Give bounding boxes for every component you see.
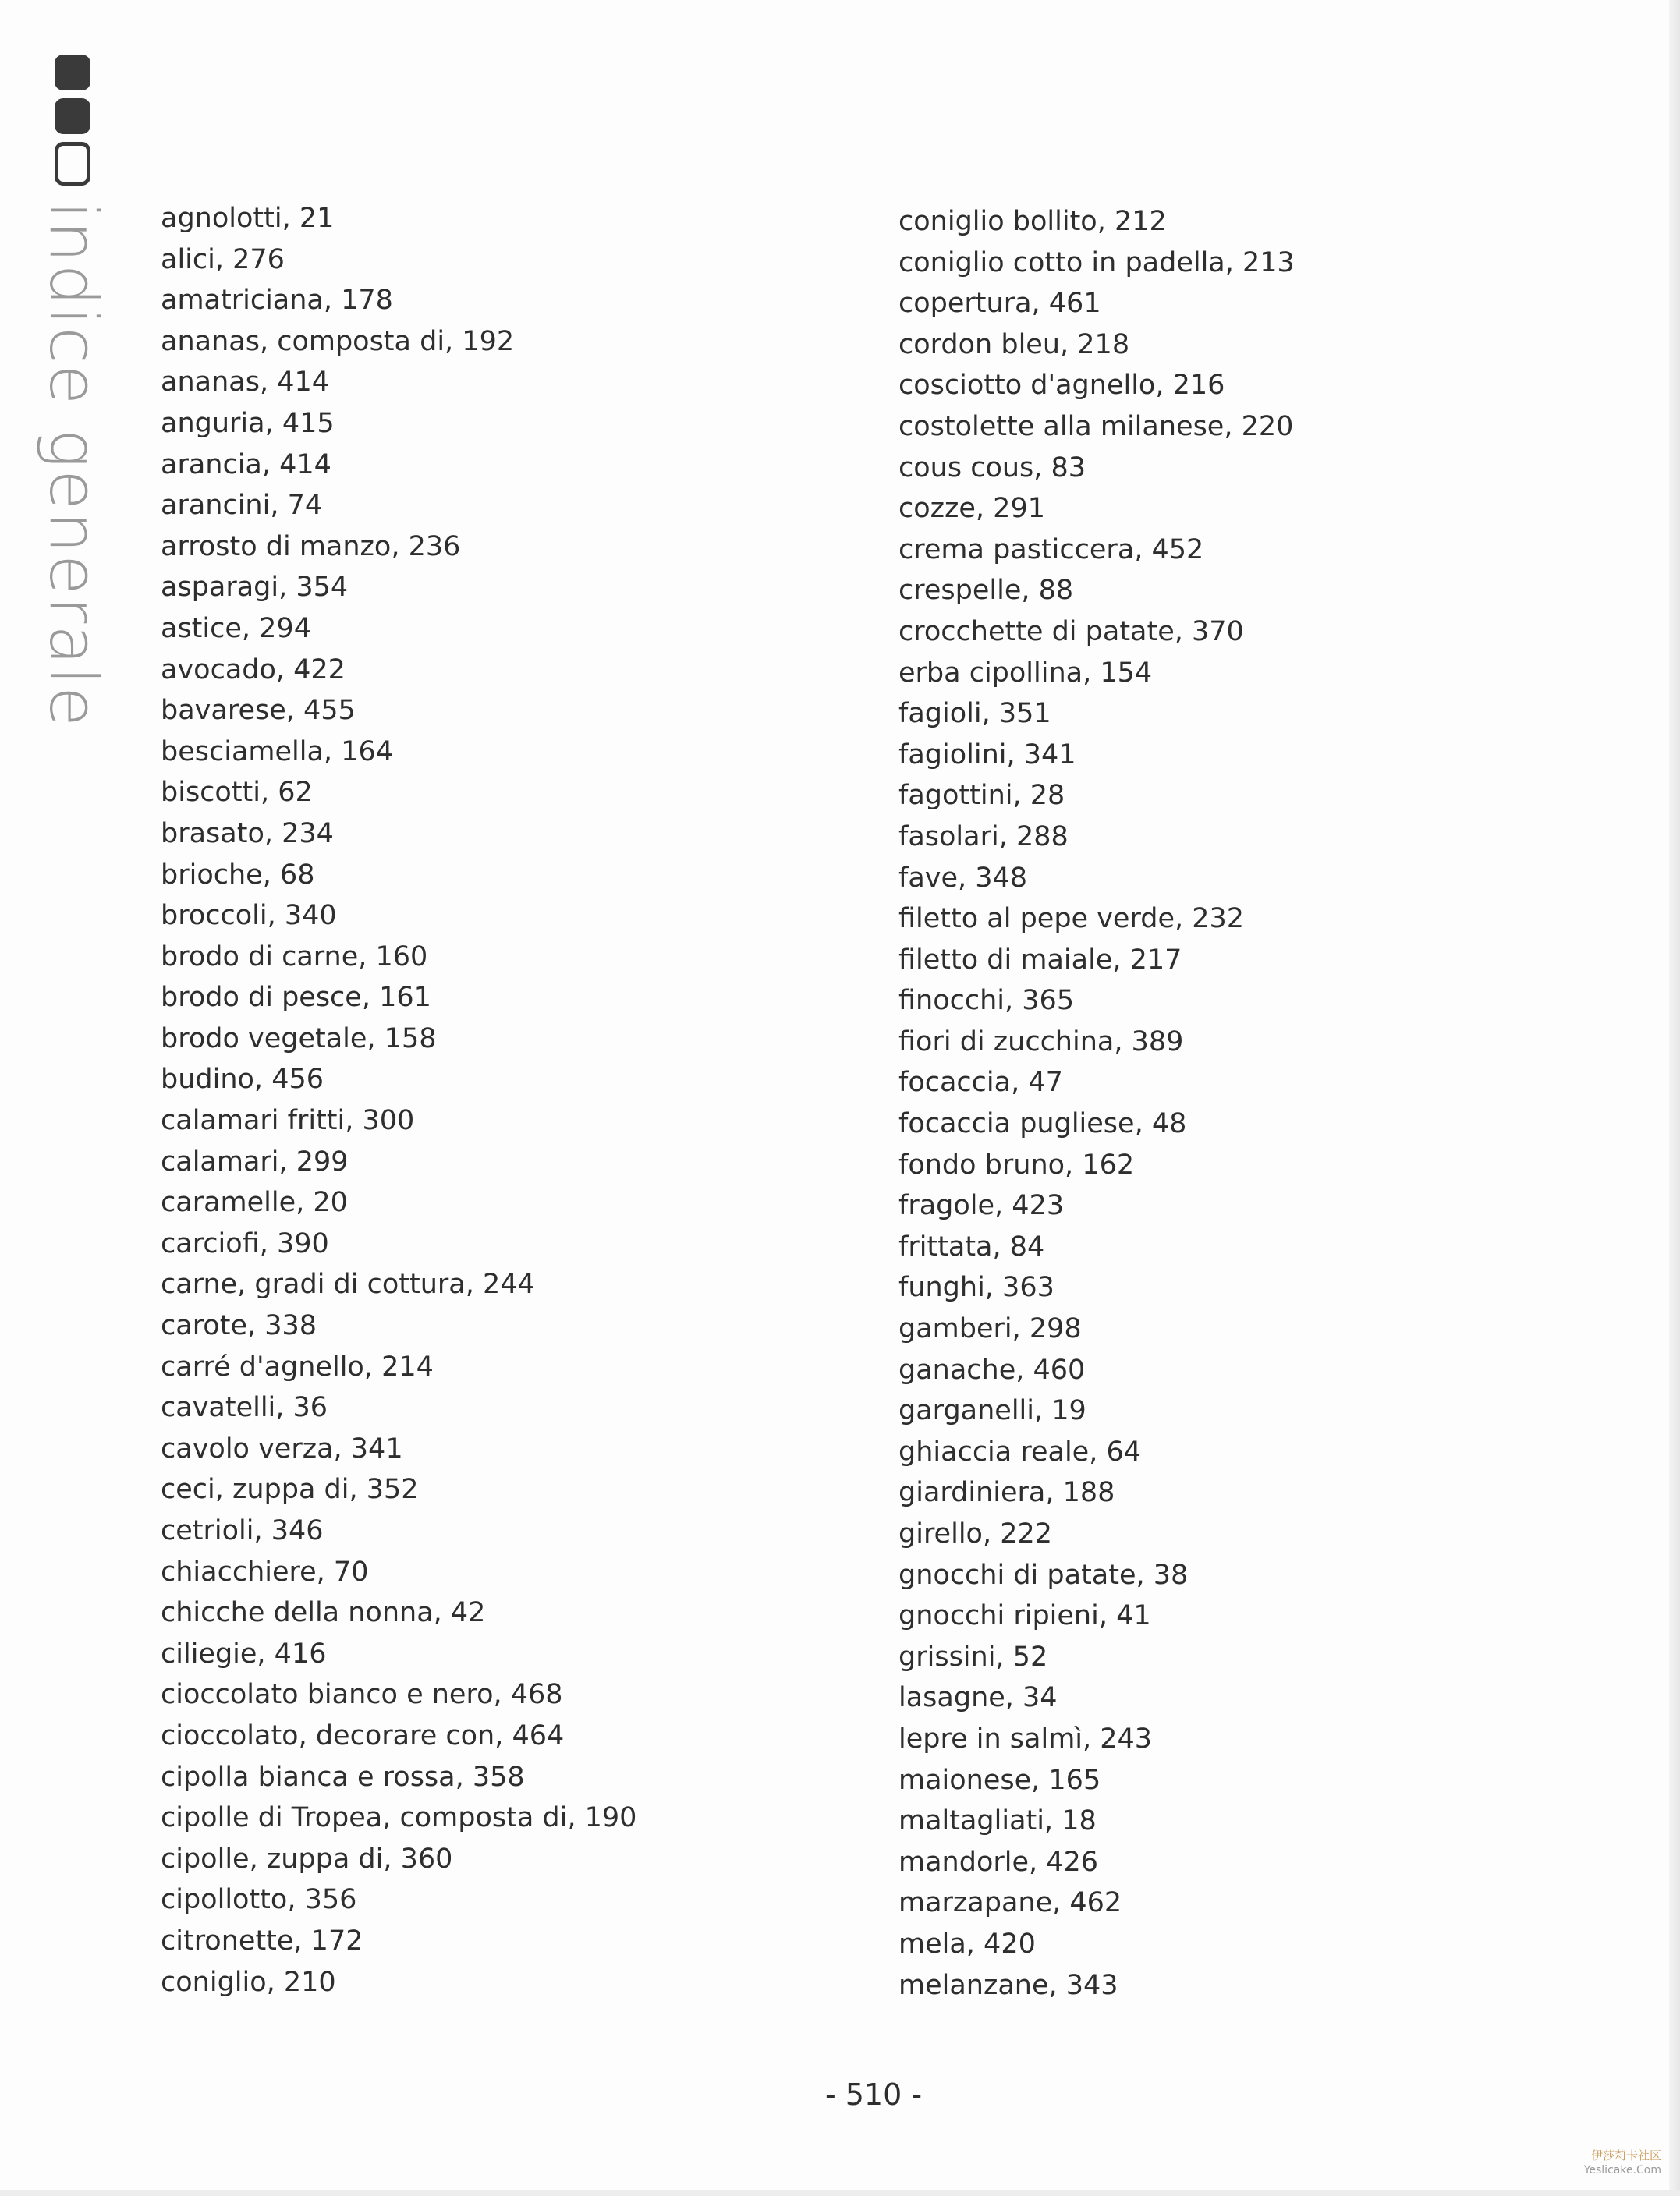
index-entry: copertura, 461 bbox=[898, 288, 1101, 320]
index-entry: giardiniera, 188 bbox=[898, 1477, 1115, 1509]
index-entry: ananas, 414 bbox=[161, 367, 329, 398]
watermark-site: Yeslicake.Com bbox=[1583, 2164, 1661, 2177]
index-entry: cipolle, zuppa di, 360 bbox=[161, 1843, 453, 1875]
index-entry: agnolotti, 21 bbox=[161, 203, 335, 234]
watermark-chinese: 伊莎莉卡社区 bbox=[1590, 2148, 1661, 2162]
index-entry: besciamella, 164 bbox=[161, 735, 393, 767]
index-entry: ceci, zuppa di, 352 bbox=[161, 1474, 419, 1506]
index-entry: chiacchiere, 70 bbox=[161, 1556, 369, 1588]
index-entry: cavatelli, 36 bbox=[161, 1392, 328, 1424]
index-entry: arrosto di manzo, 236 bbox=[161, 530, 461, 562]
index-entry: cous cous, 83 bbox=[898, 452, 1086, 483]
index-entry: brasato, 234 bbox=[161, 817, 334, 849]
index-entry: avocado, 422 bbox=[161, 653, 346, 685]
index-entry: fagottini, 28 bbox=[898, 780, 1065, 812]
index-entry: marzapane, 462 bbox=[898, 1887, 1122, 1919]
index-entry: arancini, 74 bbox=[161, 490, 323, 522]
index-entry: cioccolato bianco e nero, 468 bbox=[161, 1679, 563, 1711]
index-entry: chicche della nonna, 42 bbox=[161, 1597, 486, 1629]
index-entry: fasolari, 288 bbox=[898, 820, 1069, 852]
marker-block-filled-2 bbox=[55, 98, 90, 134]
index-entry: broccoli, 340 bbox=[161, 900, 337, 932]
index-entry: calamari fritti, 300 bbox=[161, 1105, 415, 1137]
index-entry: ghiaccia reale, 64 bbox=[898, 1436, 1142, 1468]
index-entry: finocchi, 365 bbox=[898, 985, 1075, 1017]
index-entry: brodo vegetale, 158 bbox=[161, 1022, 437, 1054]
index-entry: fagioli, 351 bbox=[898, 698, 1051, 730]
index-entry: coniglio cotto in padella, 213 bbox=[898, 246, 1295, 278]
marker-block-filled-1 bbox=[55, 55, 90, 90]
index-entry: carré d'agnello, 214 bbox=[161, 1351, 434, 1383]
index-entry: erba cipollina, 154 bbox=[898, 657, 1153, 689]
index-entry: maionese, 165 bbox=[898, 1764, 1101, 1796]
index-entry: mandorle, 426 bbox=[898, 1846, 1099, 1878]
index-entry: arancia, 414 bbox=[161, 448, 331, 480]
index-entry: alici, 276 bbox=[161, 243, 285, 275]
index-entry: gnocchi ripieni, 41 bbox=[898, 1600, 1151, 1632]
index-entry: maltagliati, 18 bbox=[898, 1805, 1097, 1837]
index-entry: cavolo verza, 341 bbox=[161, 1433, 403, 1465]
index-entry: anguria, 415 bbox=[161, 407, 335, 439]
index-entry: bavarese, 455 bbox=[161, 695, 356, 727]
index-entry: gamberi, 298 bbox=[898, 1313, 1082, 1345]
index-entry: cozze, 291 bbox=[898, 493, 1045, 525]
section-title: indice generale bbox=[35, 201, 112, 728]
page-number: - 510 - bbox=[824, 2077, 923, 2112]
index-entry: crocchette di patate, 370 bbox=[898, 615, 1244, 647]
index-entry: carote, 338 bbox=[161, 1310, 317, 1342]
index-entry: fragole, 423 bbox=[898, 1190, 1065, 1222]
index-entry: fiori di zucchina, 389 bbox=[898, 1025, 1184, 1057]
index-entry: fave, 348 bbox=[898, 862, 1028, 894]
index-entry: crespelle, 88 bbox=[898, 575, 1074, 607]
index-entry: brodo di carne, 160 bbox=[161, 940, 428, 972]
index-entry: budino, 456 bbox=[161, 1064, 324, 1096]
index-entry: citronette, 172 bbox=[161, 1925, 363, 1957]
index-entry: cordon bleu, 218 bbox=[898, 328, 1130, 360]
index-entry: cosciotto d'agnello, 216 bbox=[898, 370, 1225, 402]
index-entry: amatriciana, 178 bbox=[161, 285, 393, 317]
page-bottom-edge bbox=[0, 2190, 1680, 2196]
section-marker bbox=[55, 55, 94, 193]
index-entry: fagiolini, 341 bbox=[898, 738, 1076, 770]
index-entry: focaccia pugliese, 48 bbox=[898, 1108, 1187, 1140]
index-entry: crema pasticcera, 452 bbox=[898, 533, 1204, 565]
index-entry: caramelle, 20 bbox=[161, 1187, 348, 1219]
index-column-left bbox=[161, 198, 636, 2003]
index-entry: carne, gradi di cottura, 244 bbox=[161, 1269, 535, 1301]
watermark bbox=[1584, 2148, 1661, 2177]
index-entry: astice, 294 bbox=[161, 612, 311, 644]
index-entry: mela, 420 bbox=[898, 1928, 1036, 1960]
marker-block-outline bbox=[55, 142, 90, 186]
index-entry: girello, 222 bbox=[898, 1518, 1053, 1550]
index-entry: brioche, 68 bbox=[161, 859, 315, 891]
index-entry: cetrioli, 346 bbox=[161, 1515, 324, 1546]
index-entry: filetto di maiale, 217 bbox=[898, 944, 1182, 976]
index-entry: grissini, 52 bbox=[898, 1641, 1048, 1673]
index-entry: asparagi, 354 bbox=[161, 572, 349, 604]
index-entry: filetto al pepe verde, 232 bbox=[898, 903, 1245, 935]
index-entry: lepre in salmì, 243 bbox=[898, 1723, 1153, 1755]
index-entry: cipolla bianca e rossa, 358 bbox=[161, 1761, 525, 1793]
index-entry: melanzane, 343 bbox=[898, 1969, 1118, 2001]
index-entry: cipolle di Tropea, composta di, 190 bbox=[161, 1802, 637, 1834]
index-entry: coniglio, 210 bbox=[161, 1966, 336, 1998]
index-entry: coniglio bollito, 212 bbox=[898, 206, 1167, 237]
index-entry: cipollotto, 356 bbox=[161, 1884, 357, 1916]
index-column-right bbox=[898, 201, 1295, 2006]
index-entry: biscotti, 62 bbox=[161, 777, 313, 809]
index-entry: ganache, 460 bbox=[898, 1354, 1086, 1386]
index-entry: lasagne, 34 bbox=[898, 1682, 1058, 1714]
index-entry: brodo di pesce, 161 bbox=[161, 982, 431, 1014]
index-entry: calamari, 299 bbox=[161, 1146, 349, 1178]
index-entry: carciofi, 390 bbox=[161, 1227, 329, 1259]
index-entry: ciliegie, 416 bbox=[161, 1638, 327, 1670]
index-entry: gnocchi di patate, 38 bbox=[898, 1559, 1189, 1591]
index-entry: ananas, composta di, 192 bbox=[161, 325, 515, 357]
index-entry: funghi, 363 bbox=[898, 1272, 1054, 1304]
index-entry: focaccia, 47 bbox=[898, 1067, 1063, 1099]
index-entry: garganelli, 19 bbox=[898, 1395, 1086, 1427]
index-entry: fondo bruno, 162 bbox=[898, 1149, 1135, 1181]
index-entry: costolette alla milanese, 220 bbox=[898, 410, 1294, 442]
index-entry: frittata, 84 bbox=[898, 1231, 1045, 1263]
index-entry: cioccolato, decorare con, 464 bbox=[161, 1720, 565, 1751]
page-edge-shadow bbox=[1669, 0, 1680, 2196]
